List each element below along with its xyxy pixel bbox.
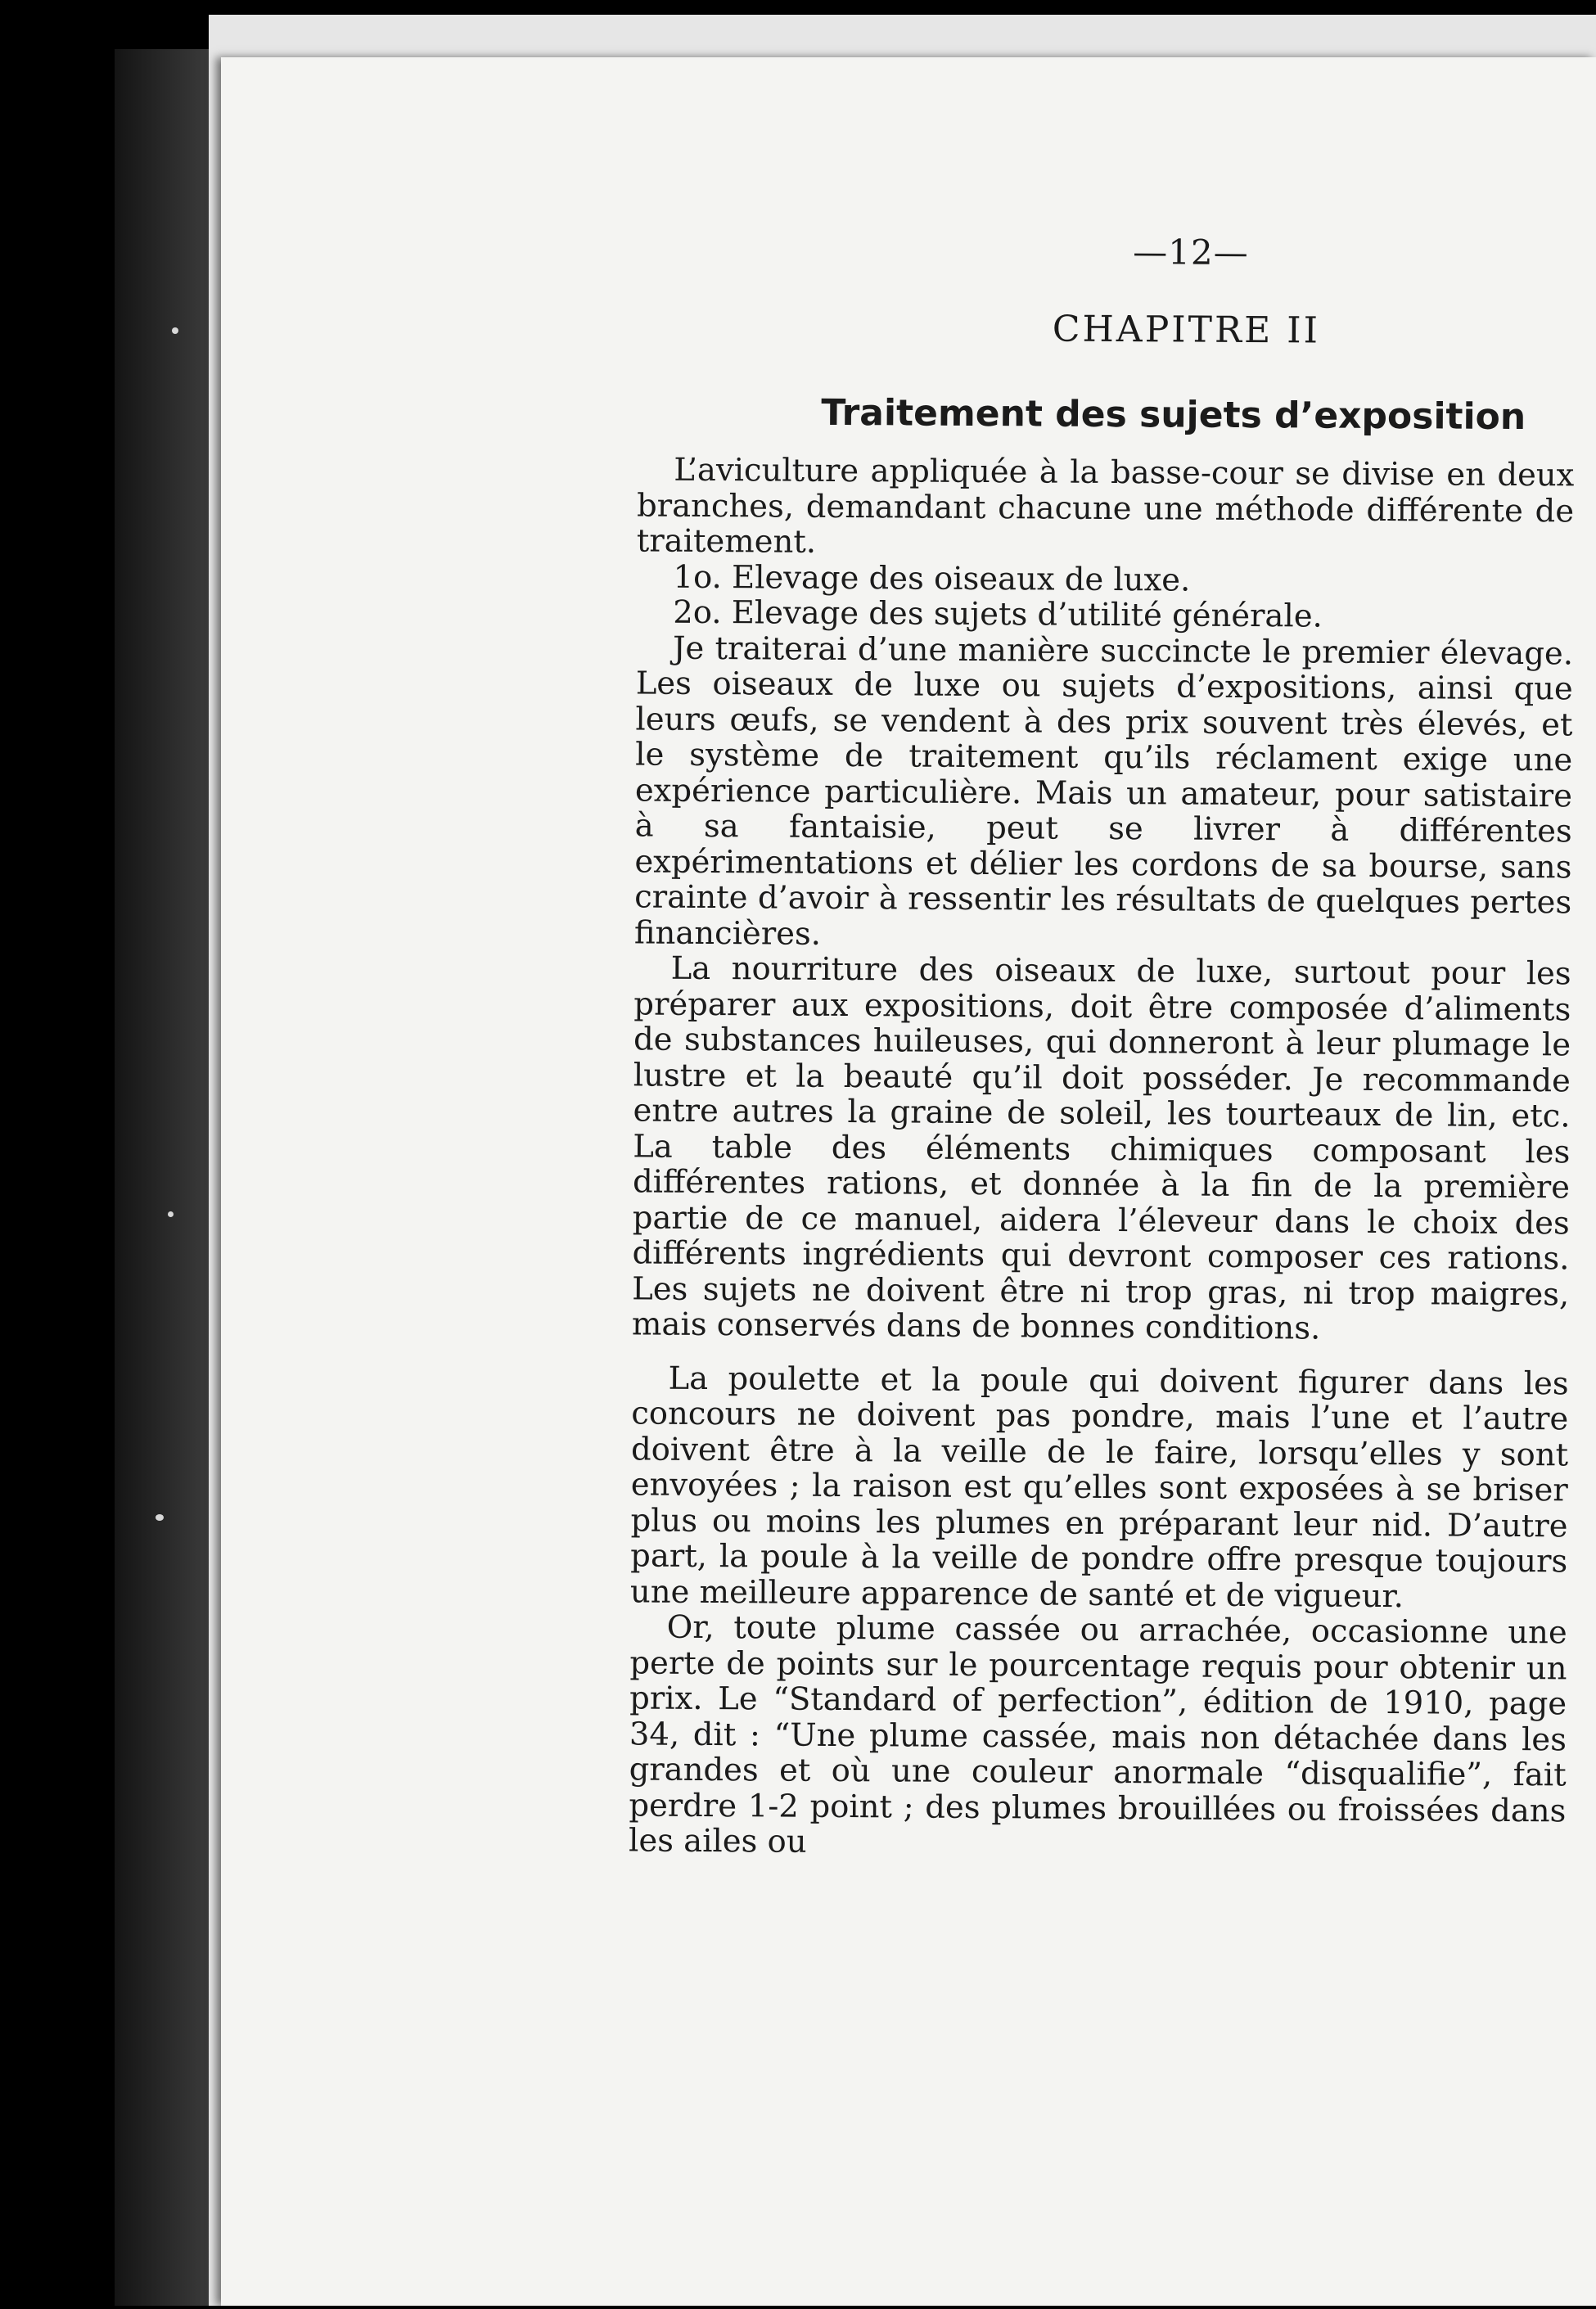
scan-speck — [172, 327, 178, 334]
body-text — [629, 452, 1574, 1864]
scan-speck — [156, 1514, 164, 1521]
section-title: Traitement des sujets d’exposition — [821, 391, 1526, 439]
list-item: 2o. Elevage des sujets d’utilité générale. — [673, 593, 1323, 635]
paragraph: La poulette et la poule qui doivent figurer dans les concours ne doivent pas pondre, mais l’une et l’autre doivent être à la veille de le faire, lorsqu’elles y sont envoyées ; la raison est qu’elles sont exposées à se briser plus ou moins les plumes en préparant leur nid. D’autre part, la poule à la veille de pondre offre presque toujours une meilleure apparence de santé et de vigueur. — [629, 1360, 1569, 1615]
page-number: —12— — [1133, 232, 1249, 273]
chapter-heading: CHAPITRE II — [1052, 308, 1321, 352]
paragraph: La nourriture des oiseaux de luxe, surtout pour les préparer aux expositions, doit être composée d’aliments de substances huileuses, qui donneront à leur plumage le lustre et la beauté qu’il doit posséder. Je recommande entre autres la graine de soleil, les tourteaux de lin, etc. La table des éléments chimiques composant les différentes rations, et donnée à la fin de la première partie de ce manuel, aidera l’éleveur dans le choix des différents ingrédients qui devront composer ces rations. Les sujets ne doivent être ni trop gras, ni trop maigres, mais conservés dans de bonnes conditions. — [631, 949, 1571, 1347]
paragraph: Or, toute plume cassée ou arrachée, occasionne une perte de points sur le pourcentage requis pour obtenir un prix. Le “Standard of perfection”, édition de 1910, page 34, dit : “Une plume cassée, mais non détachée dans les grandes et où une couleur anormale “disqualifie”, fait perdre 1-2 point ; des plumes brouillées ou froissées dans les ailes ou — [629, 1608, 1567, 1860]
paragraph: Je traiterai d’une manière succincte le premier élevage. Les oiseaux de luxe ou sujets d’expositions, ainsi que leurs œufs, se vendent à des prix souvent très élevés, et le système de traitement qu’ils réclament exige une expérience particulière. Mais un amateur, pour satistaire à sa fantaisie, peut se livrer à différentes expérimentations et délier les cordons de sa bourse, sans crainte d’avoir à ressentir les résultats de quelques pertes financières. — [633, 629, 1574, 953]
page-content — [376, 0, 1577, 2309]
paragraph: L’aviculture appliquée à la basse-cour se divise en deux branches, demandant chacune une méthode différente de traitement. — [636, 451, 1575, 561]
scan-speck — [168, 1211, 174, 1217]
list-item: 1o. Elevage des oiseaux de luxe. — [673, 558, 1191, 599]
